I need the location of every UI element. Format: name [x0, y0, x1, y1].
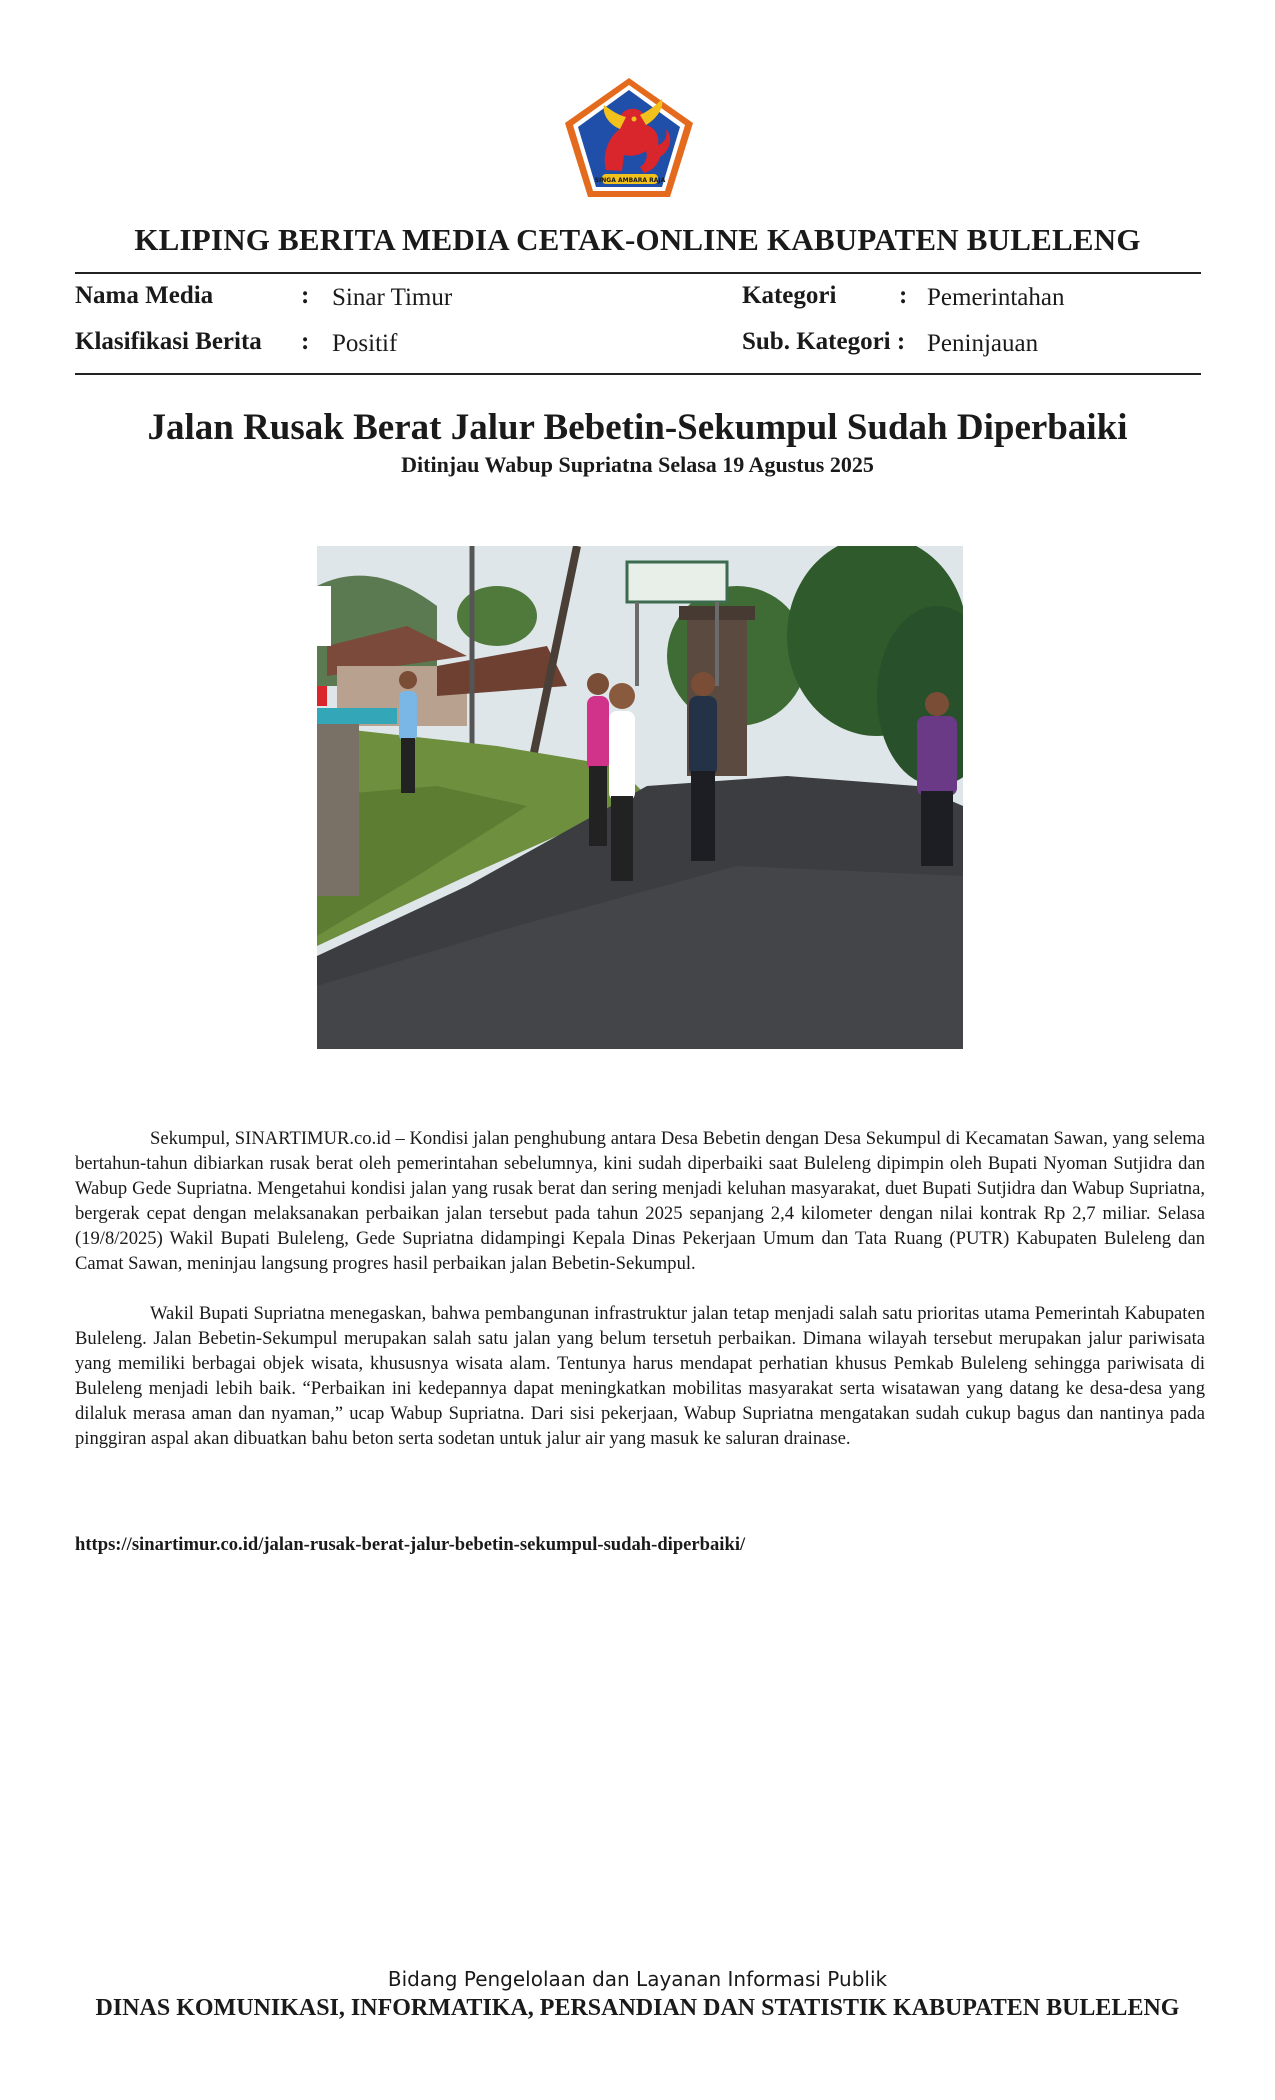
kategori-value: Pemerintahan — [927, 284, 1065, 311]
article-paragraph: Sekumpul, SINARTIMUR.co.id – Kondisi jalan penghubung antara Desa Bebetin dengan Desa Sekumpul di Kecamatan Sawan, yang selema bertahun-tahun dibiarkan rusak berat oleh pemerintahan sebelumnya, kini sudah diperbaiki saat Buleleng dipimpin oleh Bupati Nyoman Sutjidra dan Wabup Gede Supriatna. Mengetahui kondisi jalan yang rusak berat dan sering menjadi keluhan masyarakat, duet Bupati Sutjidra dan Wabup Supriatna, bergerak cepat dengan melaksanakan perbaikan jalan tersebut pada tahun 2025 sepanjang 2,4 kilometer dengan nilai kontrak Rp 2,7 miliar. Selasa (19/8/2025) Wakil Bupati Buleleng, Gede Supriatna didampingi Kepala Dinas Pekerjaan Umum dan Tata Ruang (PUTR) Kabupaten Buleleng dan Camat Sawan, meninjau langsung progres hasil perbaikan jalan Bebetin-Sekumpul. — [75, 1128, 1205, 1274]
header-divider-bottom — [75, 373, 1201, 375]
nama-media-value: Sinar Timur — [332, 284, 453, 311]
nama-media-separator: : — [301, 282, 310, 309]
nama-media-label: Nama Media — [75, 282, 214, 309]
article-body — [75, 1126, 1205, 1476]
buleleng-crest-icon — [562, 75, 696, 201]
sub-kategori-label: Sub. Kategori : — [742, 328, 906, 355]
footer-department: Bidang Pengelolaan dan Layanan Informasi Publik — [387, 1967, 888, 1991]
klasifikasi-value: Positif — [332, 330, 398, 357]
logo-motto: SINGA AMBARA RAJA — [594, 177, 666, 184]
article-subheadline: Ditinjau Wabup Supriatna Selasa 19 Agustus 2025 — [401, 452, 874, 477]
sub-kategori-value: Peninjauan — [927, 330, 1039, 357]
road-inspection-photo — [317, 546, 963, 1049]
article-headline: Jalan Rusak Berat Jalur Bebetin-Sekumpul Sudah Diperbaiki — [147, 407, 1128, 448]
footer-agency: DINAS KOMUNIKASI, INFORMATIKA, PERSANDIAN DAN STATISTIK KABUPATEN BULELENG — [95, 1995, 1180, 2021]
klasifikasi-label: Klasifikasi Berita — [75, 328, 262, 355]
header-divider-top — [75, 272, 1201, 274]
document-title: KLIPING BERITA MEDIA CETAK-ONLINE KABUPATEN BULELENG — [134, 222, 1141, 257]
source-link[interactable]: https://sinartimur.co.id/jalan-rusak-berat-jalur-bebetin-sekumpul-sudah-diperbaiki/ — [75, 1534, 746, 1555]
klasifikasi-separator: : — [301, 328, 310, 355]
kategori-label: Kategori — [742, 282, 837, 309]
kategori-separator: : — [899, 282, 908, 309]
article-paragraph: Wakil Bupati Supriatna menegaskan, bahwa pembangunan infrastruktur jalan tetap menjadi salah satu prioritas utama Pemerintah Kabupaten Buleleng. Jalan Bebetin-Sekumpul merupakan salah satu jalan yang belum tersetuh perbaikan. Dimana wilayah tersebut merupakan jalur pariwisata yang memiliki berbagai objek wisata, khususnya wisata alam. Tentunya harus mendapat perhatian khusus Pemkab Buleleng sehingga pariwisata di Buleleng menjadi lebih baik. “Perbaikan ini kedepannya dapat meningkatkan mobilitas masyarakat serta wisatawan yang datang ke desa-desa yang dilaluk merasa aman dan nyaman,” ucap Wabup Supriatna. Dari sisi pekerjaan, Wabup Supriatna mengatakan sudah cukup bagus dan nantinya pada pinggiran aspal akan dibuatkan bahu beton serta sodetan untuk jalur air yang masuk ke saluran drainase. — [75, 1303, 1205, 1449]
